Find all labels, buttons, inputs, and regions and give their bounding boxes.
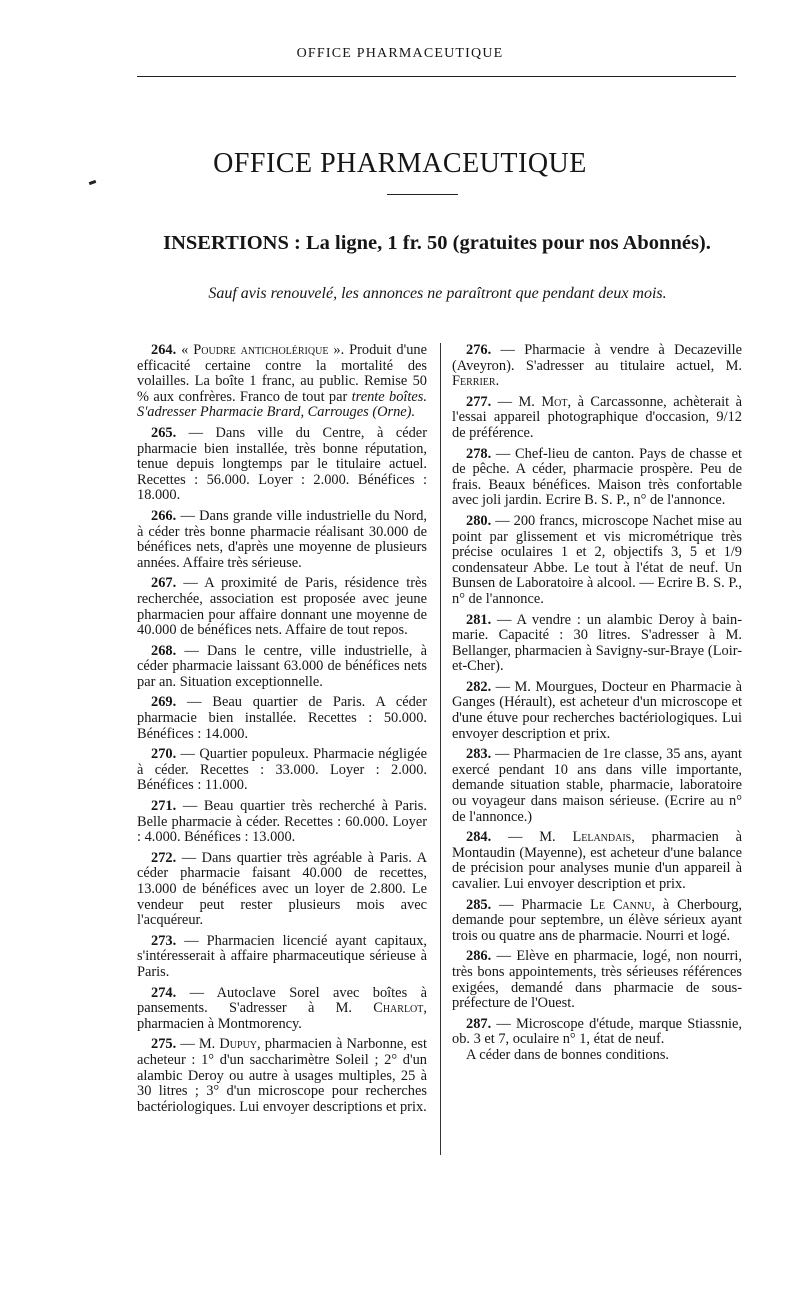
ad-271 bbox=[137, 799, 427, 846]
ad-person-name: Ferrier bbox=[452, 373, 496, 390]
ad-text: — Chef-lieu de canton. Pays de chasse et de pêche. A céder, pharmacie prospère. Peu de frais. Beaux bénéfices. Maison très confortable avec joli jardin. Ecrire B. S. P., n° de l'annonce. bbox=[452, 445, 742, 509]
ad-269 bbox=[137, 695, 427, 742]
ad-text: — Pharmacie à vendre à Decazeville (Aveyron). S'adresser au titulaire actuel, M. bbox=[452, 342, 742, 374]
page-title: OFFICE PHARMACEUTIQUE bbox=[213, 148, 587, 179]
ad-264 bbox=[137, 343, 427, 421]
ad-number: 271. bbox=[151, 798, 177, 815]
ad-number: 280. bbox=[466, 512, 492, 529]
ad-274 bbox=[137, 986, 427, 1033]
header-rule bbox=[137, 76, 736, 77]
ad-number: 273. bbox=[151, 932, 177, 949]
column-divider bbox=[440, 343, 441, 1155]
ad-italic-text: trente boîtes. S'adresser Pharmacie Brard, Carrouges (Orne). bbox=[137, 388, 427, 421]
ad-275 bbox=[137, 1037, 427, 1115]
ad-text: . bbox=[495, 373, 500, 390]
ad-text: — Elève en pharmacie, logé, non nourri, très bons appointements, très sérieuses références exigées, demandé dans pharmacie de sous-préfecture de l'Ouest. bbox=[452, 948, 742, 1012]
ad-text: Produit d'une efficacité certaine contre la mortalité des volailles. La boîte 1 franc, au public. Remise 50 % aux confrères. Franco de tout par bbox=[137, 342, 427, 405]
ad-265 bbox=[137, 426, 427, 504]
left-column bbox=[137, 343, 427, 1120]
ad-286 bbox=[452, 949, 742, 1011]
title-rule bbox=[387, 194, 458, 195]
ad-268 bbox=[137, 644, 427, 691]
ink-mark bbox=[89, 180, 97, 185]
ad-number: 282. bbox=[466, 678, 492, 695]
ad-267 bbox=[137, 576, 427, 638]
ad-273 bbox=[137, 934, 427, 981]
ad-285 bbox=[452, 898, 742, 945]
ad-276 bbox=[452, 343, 742, 390]
ad-270 bbox=[137, 747, 427, 794]
ad-person-name: Charlot bbox=[373, 1000, 424, 1017]
ad-number: 284. bbox=[466, 829, 492, 846]
ad-text: — Pharmacien de 1re classe, 35 ans, ayant exercé pendant 10 ans dans ville importante, demande situation stable, pharmacie, laboratoire ou voyageur dans maison sérieuse. (Ecrire au n° de l'annonce.) bbox=[452, 746, 742, 825]
ad-text: — Dans le centre, ville industrielle, à céder pharmacie laissant 63.000 de bénéfices nets par an. Situation exceptionnelle. bbox=[137, 642, 427, 690]
ad-person-name: Lelandais bbox=[572, 829, 632, 846]
running-head: OFFICE PHARMACEUTIQUE bbox=[296, 46, 504, 61]
ad-number: 287. bbox=[466, 1015, 492, 1032]
ad-text: — Quartier populeux. Pharmacie négligée à céder. Recettes : 33.000. Loyer : 2.000. Bénéfices : 11.000. bbox=[137, 746, 427, 794]
ad-number: 285. bbox=[466, 896, 492, 913]
ad-text: , à Cherbourg, demande pour septembre, un élève sérieux ayant trois ou quatre ans de pharmacie. Nourri et logé. bbox=[452, 896, 743, 944]
ad-text: — M. bbox=[176, 1036, 220, 1053]
ad-284 bbox=[452, 830, 742, 892]
ad-number: 281. bbox=[466, 611, 492, 628]
ad-number: 267. bbox=[151, 575, 177, 592]
ad-text: — M. bbox=[491, 829, 573, 846]
ad-number: 264. bbox=[151, 342, 177, 358]
ad-number: 275. bbox=[151, 1036, 177, 1053]
ad-text: , à Carcassonne, achèterait à l'essai appareil photographique d'occasion, 9/12 de préférence. bbox=[452, 393, 742, 441]
ad-number: 266. bbox=[151, 507, 177, 524]
ad-text: — Dans ville du Centre, à céder pharmacie bien installée, très bonne réputation, tenue depuis longtemps par le titulaire actuel. Recettes : 56.000. Loyer : 2.000. Bénéfices : 18.000. bbox=[137, 424, 427, 504]
ad-266 bbox=[137, 509, 427, 571]
ad-number: 276. bbox=[466, 342, 492, 358]
ad-text: — Beau quartier très recherché à Paris. Belle pharmacie à céder. Recettes : 60.000. Loyer : 4.000. Bénéfices : 13.000. bbox=[137, 798, 427, 846]
ad-person-name: Le Cannu bbox=[590, 896, 652, 913]
ad-text: — Pharmacien licencié ayant capitaux, s'intéresserait à affaire pharmaceutique sérieuse à Paris. bbox=[137, 932, 427, 980]
closing-line: A céder dans de bonnes conditions. bbox=[466, 1046, 670, 1063]
ad-person-name: Mot bbox=[541, 393, 568, 410]
ad-272 bbox=[137, 851, 427, 929]
ad-text: — Autoclave Sorel avec boîtes à pansements. S'adresser à M. bbox=[137, 984, 427, 1017]
ad-number: 286. bbox=[466, 948, 492, 965]
ad-text: — M. bbox=[491, 393, 542, 410]
ad-number: 268. bbox=[151, 642, 177, 659]
ad-281 bbox=[452, 613, 742, 675]
ad-product-name: « Poudre anticholérique ». bbox=[181, 342, 345, 358]
ad-number: 274. bbox=[151, 984, 177, 1001]
ad-text: , pharmacien à Montaudin (Mayenne), est acheteur d'une balance de précision pour analyses munie d'un appareil à cavalier. Lui envoyer description et prix. bbox=[452, 829, 742, 892]
ad-number: 270. bbox=[151, 746, 177, 763]
ad-277 bbox=[452, 395, 742, 442]
right-column bbox=[452, 343, 742, 1064]
ad-person-name: Dupuy bbox=[219, 1036, 258, 1053]
ad-text: — Dans quartier très agréable à Paris. A céder pharmacie faisant 40.000 de recettes, 13.000 de bénéfices avec un loyer de 2.800. Le vendeur peut rester plusieurs mois avec l'acquéreur. bbox=[137, 849, 427, 929]
ad-number: 265. bbox=[151, 424, 177, 441]
ad-text: — Dans grande ville industrielle du Nord, à céder très bonne pharmacie réalisant 30.000 de bénéfices nets, d'après une moyenne de plusieurs années. Affaire très sérieuse. bbox=[137, 507, 427, 571]
ad-text: — Microscope d'étude, marque Stiassnie, ob. 3 et 7, oculaire n° 1, état de neuf. bbox=[452, 1015, 742, 1048]
ad-number: 277. bbox=[466, 393, 492, 410]
ad-number: 272. bbox=[151, 849, 177, 866]
ad-text: , pharmacien à Montmorency. bbox=[137, 1000, 427, 1032]
ad-287 bbox=[452, 1017, 742, 1048]
notice-text: Sauf avis renouvelé, les annonces ne paraîtront que pendant deux mois. bbox=[208, 285, 667, 302]
ad-number: 269. bbox=[151, 694, 177, 711]
insertions-rate: INSERTIONS : La ligne, 1 fr. 50 (gratuites pour nos Abonnés). bbox=[163, 232, 711, 254]
ad-282 bbox=[452, 680, 742, 742]
ad-text: — A proximité de Paris, résidence très recherchée, association est proposée avec jeune pharmacien pour affaire donnant une moyenne de 40.000 de bénéfices nets. Affaire de tout repos. bbox=[137, 575, 427, 639]
ad-283 bbox=[452, 747, 742, 825]
ad-278 bbox=[452, 447, 742, 509]
ad-text: — A vendre : un alambic Deroy à bain-marie. Capacité : 30 litres. S'adresser à M. Bellanger, pharmacien à Savigny-sur-Braye (Loir-et-Cher). bbox=[452, 611, 742, 675]
ad-text: — Beau quartier de Paris. A céder pharmacie bien installée. Recettes : 50.000. Bénéfices : 14.000. bbox=[137, 694, 427, 742]
ad-number: 278. bbox=[466, 445, 492, 462]
ad-280 bbox=[452, 514, 742, 608]
ad-text: , pharmacien à Narbonne, est acheteur : 1° d'un saccharimètre Soleil ; 2° d'un alambic Deroy ou autre à usages multiples, 25 à 30 litres ; 3° d'un microscope pour recherches bactériologiques. Lui envoyer descriptions et prix. bbox=[137, 1036, 427, 1115]
ad-text: — Pharmacie bbox=[491, 896, 591, 913]
ad-number: 283. bbox=[466, 746, 492, 763]
ad-text: — M. Mourgues, Docteur en Pharmacie à Ganges (Hérault), est acheteur d'un microscope et d'une étuve pour recherches bactériologiques. Lui envoyer description et prix. bbox=[452, 678, 742, 742]
ad-text: — 200 francs, microscope Nachet mise au point par glissement et vis micrométrique très précise oculaires 1 et 2, objectifs 3, 5 et 1/9 condensateur Abbe. Le tout à l'état de neuf. Un Bunsen de Laboratoire à alcool. — Ecrire B. S. P., n° de l'annonce. bbox=[452, 512, 742, 607]
